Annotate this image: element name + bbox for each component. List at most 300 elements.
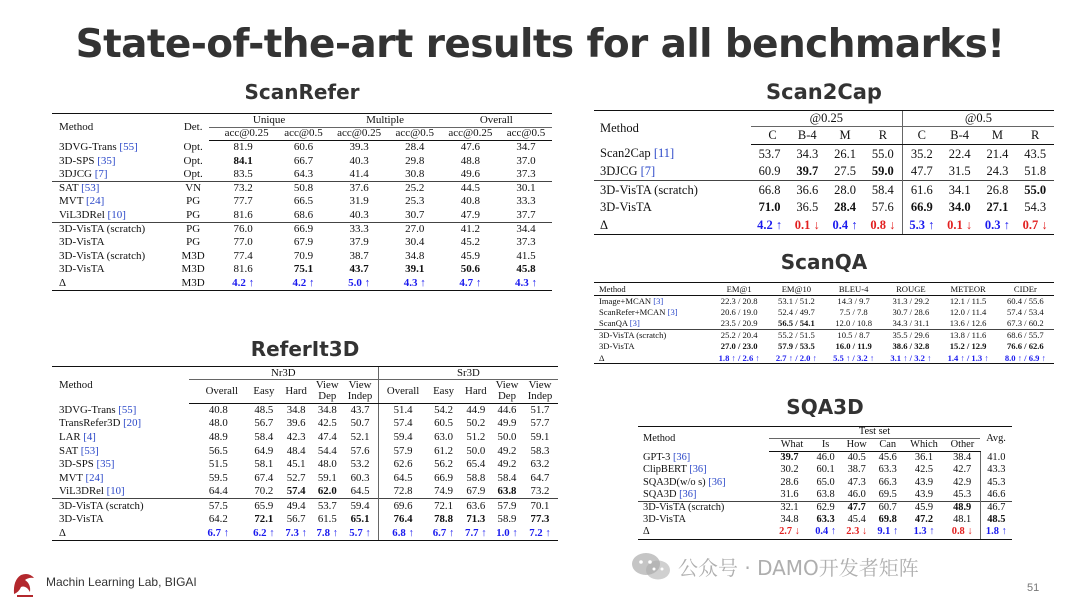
value-cell: 76.0 xyxy=(209,222,278,236)
value-cell: 83.5 xyxy=(233,167,253,180)
method-name xyxy=(52,154,178,168)
method-name xyxy=(52,249,178,263)
value-cell: 29.8 xyxy=(405,154,425,167)
value-cell: 45.3 xyxy=(980,477,1012,490)
table-row xyxy=(52,195,552,209)
value-cell: 64.3 xyxy=(293,167,314,180)
col-metric: Which xyxy=(903,439,944,452)
value-cell: 37.7 xyxy=(516,208,536,221)
value-cell: 38.7 xyxy=(847,464,866,476)
method-name xyxy=(638,514,769,527)
table-row xyxy=(594,199,1054,217)
col-metric: M xyxy=(826,127,864,145)
value-cell: 60.3 xyxy=(350,472,370,485)
delta-cell: 6.7 ↑ xyxy=(189,526,248,540)
method-label: SQA3D xyxy=(643,488,680,500)
value-cell: 68.6 xyxy=(293,208,314,221)
page-number: 51 xyxy=(1027,582,1040,594)
table-row xyxy=(594,330,1054,341)
table-row xyxy=(594,296,1054,307)
citation-link[interactable]: [3] xyxy=(629,318,640,329)
citation-link[interactable]: [36] xyxy=(679,488,697,500)
delta-cell: 1.3 ↑ xyxy=(903,527,944,540)
delta-cell: 4.2 ↑ xyxy=(209,277,278,291)
col-metric: View Indep xyxy=(522,380,558,404)
delta-cell: 0.7 ↓ xyxy=(1016,217,1054,235)
value-cell: 27.5 xyxy=(834,164,856,178)
delta-cell: 1.4 ↑ / 1.3 ↑ xyxy=(939,352,996,363)
table-row xyxy=(52,472,558,486)
det-cell: PG xyxy=(178,222,209,236)
method-label: 3D-SPS xyxy=(59,458,97,471)
value-cell: 67.4 xyxy=(254,472,274,485)
col-metric: B-4 xyxy=(788,127,826,145)
value-cell: 45.3 xyxy=(953,488,972,500)
value-cell: 28.0 xyxy=(826,181,864,199)
value-cell: 66.9 xyxy=(278,222,330,236)
value-cell: 55.0 xyxy=(1016,181,1054,199)
delta-cell: 4.2 ↑ xyxy=(278,277,330,291)
value-cell: 64.5 xyxy=(378,472,427,486)
det-cell: VN xyxy=(178,181,209,195)
value-cell: 10.5 / 8.7 xyxy=(825,330,882,341)
value-cell: 45.9 xyxy=(903,502,944,515)
delta-cell: 4.7 ↑ xyxy=(441,277,500,291)
value-cell: 47.6 xyxy=(460,141,480,154)
citation-link[interactable]: [55] xyxy=(119,140,138,153)
value-cell: 48.4 xyxy=(286,444,306,457)
table-row xyxy=(594,318,1054,329)
col-metric: METEOR xyxy=(939,283,996,296)
group-unique: Unique xyxy=(209,114,330,128)
value-cell: 71.0 xyxy=(758,200,781,215)
citation-link[interactable]: [7] xyxy=(640,164,656,178)
delta-cell: 6.8 ↑ xyxy=(378,526,427,540)
col-method: Method xyxy=(594,111,751,145)
method-label: SQA3D(w/o s) xyxy=(643,476,709,488)
value-cell: 51.4 xyxy=(378,403,427,417)
method-name xyxy=(638,502,769,515)
value-cell: 34.4 xyxy=(500,222,552,236)
citation-link[interactable]: [24] xyxy=(86,195,105,208)
delta-cell: 7.2 ↑ xyxy=(522,526,558,540)
value-cell: 48.8 xyxy=(460,154,480,167)
col-metric: Easy xyxy=(248,380,280,404)
value-cell: 47.9 xyxy=(460,208,480,221)
method-name xyxy=(594,318,711,329)
value-cell: 34.8 xyxy=(405,249,425,262)
value-cell: 41.2 xyxy=(441,222,500,236)
value-cell: 38.6 / 32.8 xyxy=(892,341,930,352)
method-label: 3D-VisTA xyxy=(59,236,105,249)
citation-link[interactable]: [36] xyxy=(708,476,726,488)
value-cell: 30.7 xyxy=(405,208,425,221)
det-cell: M3D xyxy=(181,249,205,262)
table-row xyxy=(52,141,552,155)
table-row xyxy=(52,485,558,499)
method-label: LAR xyxy=(59,430,84,443)
footer-text: Machin Learning Lab, BIGAI xyxy=(46,575,197,589)
col-metric: C xyxy=(902,127,940,145)
value-cell: 30.1 xyxy=(500,181,552,195)
value-cell: 33.3 xyxy=(516,195,536,208)
value-cell: 65.9 xyxy=(248,499,280,513)
method-label: SAT xyxy=(59,182,82,195)
wechat-icon xyxy=(630,551,672,581)
value-cell: 28.4 xyxy=(834,200,856,215)
value-cell: 77.4 xyxy=(233,249,253,262)
value-cell: 38.7 xyxy=(349,249,369,262)
scan2cap-table xyxy=(594,110,1054,235)
watermark xyxy=(630,550,919,582)
method-label: 3D-SPS xyxy=(59,154,98,167)
delta-label: Δ xyxy=(52,277,178,291)
value-cell: 30.4 xyxy=(405,236,425,249)
value-cell: 24.3 xyxy=(986,164,1009,178)
col-metric: How xyxy=(841,439,872,452)
det-cell: Opt. xyxy=(183,154,203,167)
value-cell: 7.5 / 7.8 xyxy=(839,307,868,318)
value-cell: 50.0 xyxy=(466,444,486,457)
citation-link[interactable]: [24] xyxy=(85,472,104,485)
method-name xyxy=(594,330,711,341)
value-cell: 37.9 xyxy=(349,236,369,249)
value-cell: 25.3 xyxy=(405,195,425,208)
value-cell: 45.9 xyxy=(460,249,480,262)
value-cell: 81.9 xyxy=(233,141,253,154)
table-row xyxy=(52,209,552,223)
value-cell: 36.6 xyxy=(788,181,826,199)
group-multiple: Multiple xyxy=(329,114,440,128)
citation-link[interactable]: [4] xyxy=(83,430,96,443)
citation-link[interactable]: [53] xyxy=(80,444,99,457)
table-row xyxy=(52,236,552,250)
method-label: Scan2Cap xyxy=(600,146,654,161)
value-cell: 57.4 xyxy=(378,417,427,431)
value-cell: 32.1 xyxy=(769,502,810,515)
value-cell: 57.9 / 53.5 xyxy=(778,341,815,352)
method-name xyxy=(52,458,189,472)
table-row xyxy=(52,513,558,527)
value-cell: 57.9 xyxy=(492,499,522,513)
value-cell: 46.0 xyxy=(816,451,835,463)
value-cell: 56.7 xyxy=(286,513,306,526)
citation-link[interactable]: [55] xyxy=(118,403,137,416)
value-cell: 43.5 xyxy=(1024,146,1047,161)
value-cell: 26.1 xyxy=(834,146,856,161)
value-cell: 34.8 xyxy=(317,403,337,416)
citation-link[interactable]: [3] xyxy=(667,307,678,318)
method-name xyxy=(594,145,751,163)
value-cell: 66.5 xyxy=(293,195,314,208)
value-cell: 40.5 xyxy=(847,451,866,463)
citation-link[interactable]: [53] xyxy=(81,182,100,195)
method-label: MVT xyxy=(59,195,86,208)
citation-link[interactable]: [11] xyxy=(653,146,675,161)
value-cell: 48.0 xyxy=(208,417,228,430)
value-cell: 53.7 xyxy=(758,146,781,161)
value-cell: 50.0 xyxy=(497,430,517,443)
table-row xyxy=(52,263,552,277)
value-cell: 37.3 xyxy=(516,236,536,249)
delta-row xyxy=(594,217,1054,235)
delta-cell: 5.7 ↑ xyxy=(342,526,378,540)
value-cell: 67.9 xyxy=(293,236,314,249)
col-method: Method xyxy=(52,114,178,141)
value-cell: 47.4 xyxy=(317,430,337,443)
method-name xyxy=(638,452,769,465)
value-cell: 70.1 xyxy=(522,499,558,513)
value-cell: 44.6 xyxy=(497,403,517,416)
delta-cell: 6.2 ↑ xyxy=(248,526,280,540)
delta-cell: 6.7 ↑ xyxy=(427,526,459,540)
method-name xyxy=(638,477,769,490)
method-label: 3D-VisTA (scratch) xyxy=(59,222,146,235)
method-name xyxy=(52,222,178,236)
value-cell: 50.7 xyxy=(350,417,370,430)
col-metric: Overall xyxy=(378,380,427,404)
value-cell: 12.1 / 11.5 xyxy=(949,296,987,307)
value-cell: 42.7 xyxy=(953,464,972,476)
delta-cell: 0.1 ↓ xyxy=(941,217,979,235)
det-cell: Opt. xyxy=(183,167,203,180)
lab-logo-icon xyxy=(9,570,39,600)
citation-link[interactable]: [36] xyxy=(672,451,691,463)
value-cell: 65.0 xyxy=(816,476,835,488)
citation-link[interactable]: [35] xyxy=(97,154,116,167)
value-cell: 57.7 xyxy=(530,417,550,430)
method-label: ScanRefer+MCAN xyxy=(599,307,668,318)
method-label: 3DVG-Trans xyxy=(59,403,119,416)
value-cell: 57.5 xyxy=(189,499,248,513)
value-cell: 45.1 xyxy=(286,458,306,471)
value-cell: 51.8 xyxy=(1024,164,1047,178)
value-cell: 49.9 xyxy=(497,417,517,430)
col-metric: View Indep xyxy=(342,380,378,404)
method-name xyxy=(594,307,711,318)
value-cell: 42.3 xyxy=(286,430,306,443)
table-row xyxy=(52,154,552,168)
value-cell: 36.1 xyxy=(914,451,934,463)
col-metric: acc@0.25 xyxy=(441,127,500,141)
value-cell: 76.6 / 62.6 xyxy=(1006,341,1044,352)
table-row xyxy=(52,222,552,236)
method-label: ClipBERT xyxy=(643,464,690,476)
value-cell: 77.0 xyxy=(233,236,253,249)
col-method: Method xyxy=(594,283,711,296)
value-cell: 42.5 xyxy=(317,417,337,430)
method-name xyxy=(52,431,189,445)
method-label: GPT-3 xyxy=(643,451,673,463)
value-cell: 62.6 xyxy=(378,458,427,472)
delta-cell: 1.8 ↑ xyxy=(980,527,1012,540)
col-metric: Is xyxy=(810,439,841,452)
col-metric: B-4 xyxy=(941,127,979,145)
delta-cell: 0.8 ↓ xyxy=(945,527,980,540)
method-label: 3D-VisTA (scratch) xyxy=(59,249,146,262)
value-cell: 48.5 xyxy=(254,403,274,416)
value-cell: 30.8 xyxy=(405,167,425,180)
col-metric: acc@0.5 xyxy=(389,127,441,141)
col-metric: Hard xyxy=(280,380,312,404)
value-cell: 49.4 xyxy=(280,499,312,513)
col-metric: M xyxy=(979,127,1017,145)
value-cell: 63.3 xyxy=(816,514,835,526)
value-cell: 61.6 xyxy=(902,181,940,199)
value-cell: 34.0 xyxy=(948,200,971,215)
delta-cell: 7.8 ↑ xyxy=(312,526,342,540)
value-cell: 34.8 xyxy=(780,514,799,526)
value-cell: 77.7 xyxy=(233,195,253,208)
value-cell: 41.0 xyxy=(980,452,1012,465)
col-method: Method xyxy=(638,427,769,452)
value-cell: 43.9 xyxy=(914,476,934,488)
col-metric: CIDEr xyxy=(997,283,1054,296)
scanrefer-heading: ScanRefer xyxy=(244,80,360,104)
table-row xyxy=(594,163,1054,181)
value-cell: 64.7 xyxy=(530,472,550,485)
value-cell: 69.8 xyxy=(878,514,897,526)
value-cell: 39.7 xyxy=(780,451,799,463)
value-cell: 31.5 xyxy=(948,164,971,178)
method-name xyxy=(52,499,189,513)
value-cell: 44.5 xyxy=(441,181,500,195)
value-cell: 62.0 xyxy=(317,485,337,498)
value-cell: 64.2 xyxy=(208,513,228,526)
col-metric: EM@10 xyxy=(768,283,825,296)
group-sr3d: Sr3D xyxy=(378,367,558,380)
value-cell: 43.3 xyxy=(980,464,1012,477)
method-name xyxy=(52,263,178,277)
col-metric: BLEU-4 xyxy=(825,283,882,296)
citation-link[interactable]: [3] xyxy=(653,296,664,307)
value-cell: 56.5 / 54.1 xyxy=(778,318,815,329)
table-row xyxy=(638,477,1012,490)
value-cell: 27.1 xyxy=(986,200,1009,215)
method-label: 3D-VisTA xyxy=(59,513,104,526)
table-row xyxy=(52,168,552,182)
method-name xyxy=(638,489,769,502)
value-cell: 50.6 xyxy=(460,263,480,276)
value-cell: 55.0 xyxy=(871,146,894,161)
value-cell: 49.6 xyxy=(460,167,480,180)
citation-link[interactable]: [36] xyxy=(689,464,707,476)
value-cell: 39.6 xyxy=(286,417,306,430)
citation-link[interactable]: [10] xyxy=(107,208,126,221)
citation-link[interactable]: [20] xyxy=(123,417,142,430)
value-cell: 34.3 / 31.1 xyxy=(892,318,930,329)
delta-cell: 0.4 ↑ xyxy=(826,217,864,235)
value-cell: 58.8 xyxy=(466,472,486,485)
value-cell: 46.7 xyxy=(980,502,1012,515)
method-label: 3D-VisTA (scratch) xyxy=(59,499,144,512)
table-row xyxy=(594,145,1054,163)
method-label: MVT xyxy=(59,472,86,485)
delta-cell: 2.7 ↓ xyxy=(769,527,810,540)
group-05: @0.5 xyxy=(902,111,1054,127)
value-cell: 12.0 / 10.8 xyxy=(835,318,873,329)
method-name xyxy=(52,168,178,182)
delta-cell: 0.3 ↑ xyxy=(979,217,1017,235)
delta-cell: 5.5 ↑ / 3.2 ↑ xyxy=(825,352,882,363)
table-row xyxy=(52,249,552,263)
value-cell: 63.8 xyxy=(497,485,517,498)
value-cell: 42.5 xyxy=(914,464,934,476)
value-cell: 69.5 xyxy=(878,488,897,500)
value-cell: 40.8 xyxy=(460,195,480,208)
value-cell: 26.8 xyxy=(979,181,1017,199)
value-cell: 57.4 xyxy=(286,485,306,498)
det-cell: Opt. xyxy=(183,140,203,153)
value-cell: 54.3 xyxy=(1024,200,1047,215)
value-cell: 38.4 xyxy=(953,451,972,463)
det-cell: M3D xyxy=(178,277,209,291)
det-cell: PG xyxy=(186,195,201,208)
value-cell: 66.8 xyxy=(751,181,789,199)
delta-label: Δ xyxy=(52,526,189,540)
method-label: 3D-VisTA (scratch) xyxy=(643,501,725,513)
value-cell: 59.5 xyxy=(208,472,228,485)
value-cell: 34.7 xyxy=(516,141,536,154)
value-cell: 57.9 xyxy=(378,444,427,458)
value-cell: 28.4 xyxy=(405,141,425,154)
value-cell: 45.6 xyxy=(878,451,897,463)
citation-link[interactable]: [10] xyxy=(106,485,125,498)
watermark-text: 公众号 · DAMO开发者矩阵 xyxy=(678,555,919,580)
value-cell: 61.2 xyxy=(434,444,454,457)
value-cell: 65.4 xyxy=(466,458,486,471)
value-cell: 59.4 xyxy=(342,499,378,513)
col-metric: Can xyxy=(872,439,903,452)
citation-link[interactable]: [35] xyxy=(96,458,115,471)
value-cell: 31.6 xyxy=(780,488,799,500)
value-cell: 63.8 xyxy=(816,488,835,500)
value-cell: 84.1 xyxy=(233,154,253,167)
method-name xyxy=(52,485,189,499)
value-cell: 50.2 xyxy=(466,417,486,430)
value-cell: 72.1 xyxy=(254,513,274,526)
col-metric: View Dep xyxy=(312,380,342,404)
delta-label: Δ xyxy=(638,527,769,540)
value-cell: 75.1 xyxy=(293,263,314,276)
col-metric: Overall xyxy=(189,380,248,404)
value-cell: 81.6 xyxy=(233,208,253,221)
value-cell: 63.3 xyxy=(878,464,897,476)
citation-link[interactable]: [7] xyxy=(94,167,108,180)
table-row xyxy=(638,489,1012,502)
value-cell: 56.5 xyxy=(208,444,228,457)
method-label: TransRefer3D xyxy=(59,417,124,430)
value-cell: 66.9 xyxy=(902,199,940,217)
value-cell: 13.6 / 12.6 xyxy=(949,318,987,329)
delta-row xyxy=(638,527,1012,540)
value-cell: 25.2 / 20.4 xyxy=(711,330,768,341)
delta-cell: 0.1 ↓ xyxy=(788,217,826,235)
method-label: 3DVG-Trans xyxy=(59,140,120,153)
value-cell: 58.4 xyxy=(864,181,902,199)
value-cell: 41.5 xyxy=(516,249,536,262)
scanrefer-table xyxy=(52,113,552,291)
value-cell: 51.7 xyxy=(530,403,550,416)
value-cell: 42.9 xyxy=(953,476,972,488)
value-cell: 71.3 xyxy=(466,513,486,526)
value-cell: 14.3 / 9.7 xyxy=(837,296,870,307)
col-metric: acc@0.5 xyxy=(278,127,330,141)
value-cell: 22.4 xyxy=(948,146,971,161)
value-cell: 72.8 xyxy=(378,485,427,499)
value-cell: 68.6 / 55.7 xyxy=(997,330,1054,341)
value-cell: 27.0 xyxy=(389,222,441,236)
